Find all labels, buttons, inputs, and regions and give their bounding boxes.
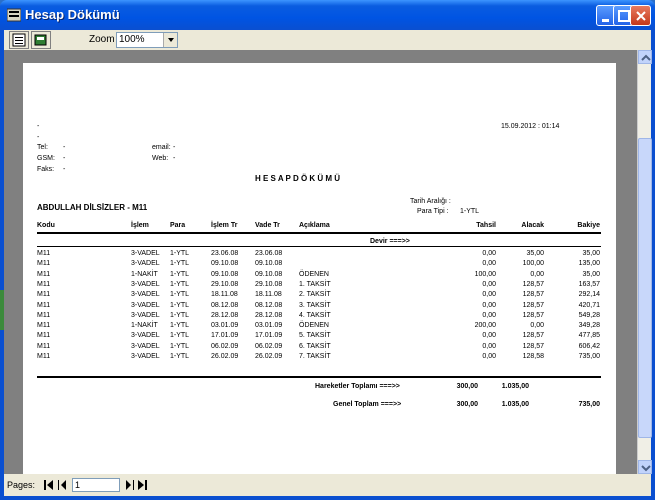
column-header: Para bbox=[170, 222, 186, 229]
table-cell: 3-VADEL bbox=[131, 353, 160, 360]
table-cell: 1-YTL bbox=[170, 342, 190, 350]
table-cell: 3-VADEL bbox=[131, 280, 160, 288]
table-cell: 606,42 bbox=[578, 342, 600, 350]
column-header: Vade Tr bbox=[255, 222, 280, 229]
report-page bbox=[23, 63, 616, 474]
window-frame bbox=[0, 30, 655, 500]
next-page-icon[interactable] bbox=[125, 479, 135, 491]
table-cell: 1-YTL bbox=[170, 250, 190, 257]
table-cell: 3-VADEL bbox=[131, 301, 160, 309]
table-cell: 0,00 bbox=[530, 270, 544, 278]
table-cell: 35,00 bbox=[582, 270, 600, 278]
table-cell: 128,57 bbox=[522, 332, 544, 340]
column-header: Alacak bbox=[521, 222, 544, 229]
table-cell: M11 bbox=[37, 250, 51, 257]
window-client bbox=[4, 30, 651, 496]
table-cell: 100,00 bbox=[474, 270, 496, 278]
web-label: Web: bbox=[152, 155, 169, 162]
table-cell: 0,00 bbox=[482, 280, 496, 288]
movements-total-alacak: 1.035,00 bbox=[501, 383, 529, 390]
movements-total-tahsil: 300,00 bbox=[456, 383, 478, 390]
table-cell: 0,00 bbox=[530, 322, 544, 330]
grand-total-label: Genel Toplam ===>> bbox=[333, 401, 402, 408]
table-cell: 0,00 bbox=[482, 353, 496, 360]
table-cell: 29.10.08 bbox=[255, 280, 283, 288]
table-cell: 1-NAKİT bbox=[131, 322, 158, 330]
export-button[interactable] bbox=[31, 31, 51, 49]
scroll-up-button[interactable] bbox=[638, 50, 652, 64]
table-cell: 1. TAKSİT bbox=[299, 280, 331, 288]
title-bar bbox=[0, 0, 655, 30]
movements-total-label: Hareketler Toplamı ===>> bbox=[315, 383, 400, 390]
carryover-label: Devir ===>> bbox=[370, 238, 410, 245]
table-cell: 09.10.08 bbox=[211, 260, 239, 268]
table-cell: 28.12.08 bbox=[255, 311, 283, 319]
table-cell: ÖDENEN bbox=[299, 322, 329, 330]
column-header: Kodu bbox=[37, 222, 55, 229]
table-cell: 0,00 bbox=[482, 332, 496, 340]
table-cell: 03.01.09 bbox=[255, 322, 283, 330]
table-cell: 1-YTL bbox=[170, 322, 190, 330]
table-cell: 1-YTL bbox=[170, 301, 190, 309]
header-rule bbox=[37, 232, 601, 234]
table-cell: M11 bbox=[37, 332, 51, 340]
account-name: ABDULLAH DİLSİZLER - M11 bbox=[37, 203, 148, 212]
table-cell: 3-VADEL bbox=[131, 342, 160, 350]
table-cell: 26.02.09 bbox=[255, 353, 283, 360]
close-button[interactable] bbox=[630, 5, 651, 26]
export-icon bbox=[32, 32, 50, 48]
table-cell: 163,57 bbox=[578, 280, 600, 288]
carryover-rule bbox=[37, 246, 601, 247]
currency-label: Para Tipi : bbox=[417, 208, 449, 215]
close-icon bbox=[631, 6, 652, 27]
preview-area bbox=[4, 50, 637, 474]
table-cell: M11 bbox=[37, 280, 51, 288]
column-header: İşlem bbox=[131, 222, 149, 229]
grand-total-bakiye: 735,00 bbox=[578, 401, 600, 408]
gsm-label: GSM: bbox=[37, 155, 55, 162]
table-cell: 735,00 bbox=[578, 353, 600, 360]
app-icon bbox=[7, 8, 21, 22]
web-value: - bbox=[173, 155, 176, 162]
table-cell: 292,14 bbox=[578, 291, 600, 299]
scroll-thumb[interactable] bbox=[638, 138, 652, 438]
tel-label: Tel: bbox=[37, 144, 48, 151]
table-cell: 1-YTL bbox=[170, 311, 190, 319]
table-cell: 17.01.09 bbox=[255, 332, 283, 340]
table-cell: 06.02.09 bbox=[255, 342, 283, 350]
table-cell: 420,71 bbox=[578, 301, 600, 309]
grand-total-tahsil: 300,00 bbox=[456, 401, 478, 408]
print-button[interactable] bbox=[9, 31, 29, 49]
pages-label: Pages: bbox=[7, 480, 36, 490]
table-cell: 100,00 bbox=[522, 260, 544, 268]
table-cell: M11 bbox=[37, 270, 51, 278]
table-cell: 3-VADEL bbox=[131, 332, 160, 340]
last-page-icon[interactable] bbox=[137, 479, 147, 491]
table-cell: 477,85 bbox=[578, 332, 600, 340]
table-cell: 0,00 bbox=[482, 311, 496, 319]
table-cell: 3-VADEL bbox=[131, 250, 160, 257]
window-title: Hesap Dökümü bbox=[25, 7, 120, 22]
table-cell: 1-NAKİT bbox=[131, 270, 158, 278]
table-cell: 08.12.08 bbox=[211, 301, 239, 309]
table-cell: 08.12.08 bbox=[255, 301, 283, 309]
chevron-down-icon[interactable] bbox=[163, 33, 177, 47]
grand-total-alacak: 1.035,00 bbox=[501, 401, 529, 408]
column-header: Bakiye bbox=[577, 222, 600, 229]
table-cell: 17.01.09 bbox=[211, 332, 239, 340]
table-cell: 128,57 bbox=[522, 342, 544, 350]
table-cell: M11 bbox=[37, 353, 51, 360]
first-page-icon[interactable] bbox=[44, 479, 54, 491]
page-number-input[interactable]: 1 bbox=[72, 478, 120, 492]
report-date-time: 15.09.2012 : 01:14 bbox=[501, 123, 560, 130]
scroll-down-button[interactable] bbox=[638, 460, 652, 474]
table-cell: 1-YTL bbox=[170, 353, 190, 360]
table-cell: 35,00 bbox=[582, 250, 600, 257]
table-cell: 0,00 bbox=[482, 291, 496, 299]
contact-dash-1: - bbox=[37, 123, 40, 130]
faks-label: Faks: bbox=[37, 166, 55, 173]
table-cell: 3-VADEL bbox=[131, 291, 160, 299]
table-cell: 6. TAKSİT bbox=[299, 342, 331, 350]
table-cell: M11 bbox=[37, 342, 51, 350]
table-cell: 1-YTL bbox=[170, 332, 190, 340]
table-cell: 09.10.08 bbox=[255, 270, 283, 278]
contact-dash-2: - bbox=[37, 134, 40, 141]
zoom-label: Zoom bbox=[89, 34, 115, 45]
email-value: - bbox=[173, 144, 176, 151]
table-cell: 1-YTL bbox=[170, 280, 190, 288]
table-cell: 128,58 bbox=[522, 353, 544, 360]
desktop-background bbox=[0, 290, 4, 330]
table-cell: 3-VADEL bbox=[131, 311, 160, 319]
vertical-scrollbar[interactable] bbox=[637, 50, 651, 474]
table-cell: ÖDENEN bbox=[299, 270, 329, 278]
table-cell: 349,28 bbox=[578, 322, 600, 330]
table-cell: 03.01.09 bbox=[211, 322, 239, 330]
report-title: H E S A P D Ö K Ü M Ü bbox=[255, 174, 341, 183]
table-cell: 3-VADEL bbox=[131, 260, 160, 268]
table-cell: M11 bbox=[37, 291, 51, 299]
table-cell: 5. TAKSİT bbox=[299, 332, 331, 340]
faks-value: - bbox=[63, 166, 66, 173]
table-cell: 23.06.08 bbox=[255, 250, 283, 257]
table-cell: 0,00 bbox=[482, 260, 496, 268]
table-cell: 0,00 bbox=[482, 250, 496, 257]
table-cell: 09.10.08 bbox=[255, 260, 283, 268]
print-icon bbox=[10, 32, 28, 48]
table-cell: M11 bbox=[37, 301, 51, 309]
toolbar bbox=[4, 30, 651, 50]
table-cell: 0,00 bbox=[482, 301, 496, 309]
table-cell: 3. TAKSİT bbox=[299, 301, 331, 309]
table-cell: M11 bbox=[37, 322, 51, 330]
table-cell: 4. TAKSİT bbox=[299, 311, 331, 319]
table-cell: 128,57 bbox=[522, 280, 544, 288]
table-cell: M11 bbox=[37, 311, 51, 319]
table-cell: 35,00 bbox=[526, 250, 544, 257]
table-cell: 200,00 bbox=[474, 322, 496, 330]
column-header: İşlem Tr bbox=[211, 222, 238, 229]
date-range-label: Tarih Aralığı : bbox=[410, 198, 451, 205]
table-cell: M11 bbox=[37, 260, 51, 268]
currency-value: 1-YTL bbox=[460, 208, 480, 215]
footer-rule bbox=[37, 376, 601, 378]
table-cell: 7. TAKSİT bbox=[299, 353, 331, 360]
table-cell: 128,57 bbox=[522, 291, 544, 299]
email-label: email: bbox=[152, 144, 171, 151]
prev-page-icon[interactable] bbox=[58, 479, 68, 491]
table-cell: 549,28 bbox=[578, 311, 600, 319]
table-cell: 1-YTL bbox=[170, 291, 190, 299]
column-header: Açıklama bbox=[299, 222, 330, 229]
table-cell: 1-YTL bbox=[170, 260, 190, 268]
zoom-select[interactable] bbox=[116, 32, 178, 48]
table-cell: 2. TAKSİT bbox=[299, 291, 331, 299]
table-cell: 26.02.09 bbox=[211, 353, 239, 360]
column-header: Tahsil bbox=[476, 222, 496, 229]
table-cell: 18.11.08 bbox=[255, 291, 282, 299]
gsm-value: - bbox=[63, 155, 66, 162]
tel-value: - bbox=[63, 144, 66, 151]
table-cell: 29.10.08 bbox=[211, 280, 239, 288]
status-bar bbox=[4, 474, 651, 496]
table-cell: 128,57 bbox=[522, 301, 544, 309]
table-cell: 0,00 bbox=[482, 342, 496, 350]
table-cell: 09.10.08 bbox=[211, 270, 239, 278]
zoom-value: 100% bbox=[119, 34, 145, 45]
chevron-down-icon bbox=[639, 461, 653, 475]
table-cell: 06.02.09 bbox=[211, 342, 239, 350]
table-cell: 128,57 bbox=[522, 311, 544, 319]
table-cell: 1-YTL bbox=[170, 270, 190, 278]
table-cell: 135,00 bbox=[578, 260, 600, 268]
table-cell: 28.12.08 bbox=[211, 311, 239, 319]
table-cell: 23.06.08 bbox=[211, 250, 239, 257]
chevron-up-icon bbox=[639, 51, 653, 65]
table-cell: 18.11.08 bbox=[211, 291, 238, 299]
